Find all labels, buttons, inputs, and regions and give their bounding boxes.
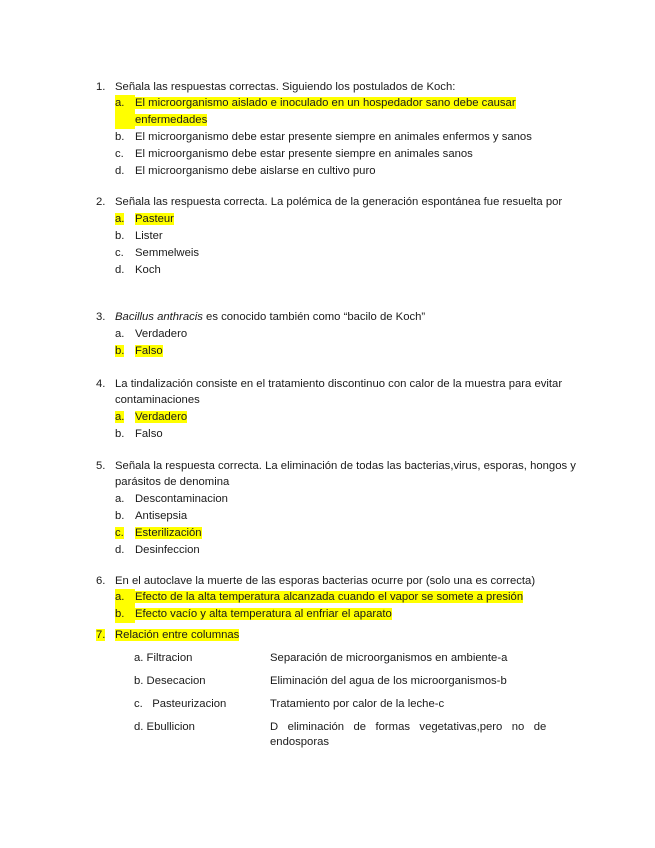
option-b [115, 343, 576, 360]
option-text: Antisepsia [135, 510, 188, 522]
question-text: Señala la respuesta correcta. La eliminación de todas las bacterias,virus, esporas, hongos y parásitos de denomina [115, 460, 576, 488]
question-number: 7. [96, 629, 106, 641]
matching-term: a. Filtracion [134, 652, 193, 664]
option-b [115, 508, 576, 525]
question-text: En el autoclave la muerte de las esporas bacterias ocurre por (solo una es correcta) [115, 575, 536, 587]
option-text: Semmelweis [135, 247, 200, 259]
matching-definition: Eliminación del agua de los microorganismos-b [270, 675, 507, 687]
question-number: 5. [96, 460, 106, 472]
option-c [115, 525, 576, 542]
option-letter: b. [115, 345, 125, 357]
option-letter: a. [115, 328, 125, 340]
matching-definition [270, 720, 574, 752]
question-number: 4. [96, 378, 106, 390]
matching-term: d. Ebullicion [134, 721, 195, 733]
matching-definition-line: endosporas [270, 736, 330, 748]
option-text-highlighted: El microorganismo aislado e inoculado en un hospedador sano debe causar enfermedades [135, 97, 516, 126]
option-text: Desinfeccion [135, 544, 200, 556]
option-text-highlighted: Pasteur [135, 213, 174, 225]
question-number: 2. [96, 196, 106, 208]
option-text: Descontaminacion [135, 493, 228, 505]
matching-term: c. Pasteurizacion [134, 698, 227, 710]
question-1 [96, 79, 576, 180]
option-letter: a. [115, 95, 135, 129]
option-letter: c. [115, 527, 124, 539]
option-d [115, 542, 576, 559]
option-a [115, 409, 576, 426]
question-4 [96, 376, 576, 443]
option-b [115, 606, 576, 623]
question-text: es conocido también como “bacilo de Koch” [202, 311, 426, 323]
question-number: 6. [96, 575, 106, 587]
option-letter: d. [115, 264, 125, 276]
option-letter: b. [115, 510, 125, 522]
option-letter: a. [115, 493, 125, 505]
option-b [115, 228, 576, 245]
option-letter: a. [115, 213, 125, 225]
question-number: 3. [96, 311, 106, 323]
question-text: La tindalización consiste en el tratamiento discontinuo con calor de la muestra para evitar contaminaciones [115, 378, 563, 406]
question-text-highlighted: Relación entre columnas [115, 629, 240, 641]
option-text: Verdadero [135, 328, 188, 340]
question-number: 1. [96, 81, 106, 93]
option-letter: a. [115, 411, 125, 423]
option-text-highlighted: Efecto vacío y alta temperatura al enfriar el aparato [135, 608, 392, 620]
question-6 [96, 573, 576, 623]
option-letter: d. [115, 544, 125, 556]
option-letter: c. [115, 247, 124, 259]
option-b [115, 426, 576, 443]
option-a [115, 211, 576, 228]
option-letter: b. [115, 131, 125, 143]
option-c [115, 146, 576, 163]
question-text: Señala las respuestas correctas. Siguiendo los postulados de Koch: [115, 81, 456, 93]
option-text: El microorganismo debe aislarse en cultivo puro [135, 165, 376, 177]
option-d [115, 163, 576, 180]
question-text: Señala las respuesta correcta. La polémica de la generación espontánea fue resuelta por [115, 196, 563, 208]
option-letter: b. [115, 230, 125, 242]
option-text-highlighted: Efecto de la alta temperatura alcanzada cuando el vapor se somete a presión [135, 591, 524, 603]
option-letter: a. [115, 589, 135, 606]
option-text-highlighted: Verdadero [135, 411, 188, 423]
option-text: Koch [135, 264, 161, 276]
question-3 [96, 309, 576, 360]
option-a [115, 326, 576, 343]
option-b [115, 129, 576, 146]
option-text: El microorganismo debe estar presente siempre en animales enfermos y sanos [135, 131, 532, 143]
option-letter: c. [115, 148, 124, 160]
species-name: Bacillus anthracis [115, 311, 203, 323]
matching-definition: Separación de microorganismos en ambiente-a [270, 652, 508, 664]
question-7 [96, 627, 576, 643]
option-text: Falso [135, 428, 163, 440]
option-letter: d. [115, 165, 125, 177]
matching-definition: Tratamiento por calor de la leche-c [270, 698, 445, 710]
option-letter: b. [115, 428, 125, 440]
option-c [115, 245, 576, 262]
option-text-highlighted: Falso [135, 345, 163, 357]
option-text: Lister [135, 230, 163, 242]
option-a [115, 589, 576, 606]
question-5 [96, 458, 576, 559]
option-a [115, 491, 576, 508]
option-a [115, 95, 576, 129]
option-d [115, 262, 576, 279]
option-text-highlighted: Esterilización [135, 527, 202, 539]
question-2 [96, 194, 576, 279]
option-text: El microorganismo debe estar presente siempre en animales sanos [135, 148, 473, 160]
option-letter: b. [115, 606, 135, 623]
matching-definition-line: D eliminación de formas vegetativas,pero no de [270, 721, 547, 733]
matching-term: b. Desecacion [134, 675, 206, 687]
